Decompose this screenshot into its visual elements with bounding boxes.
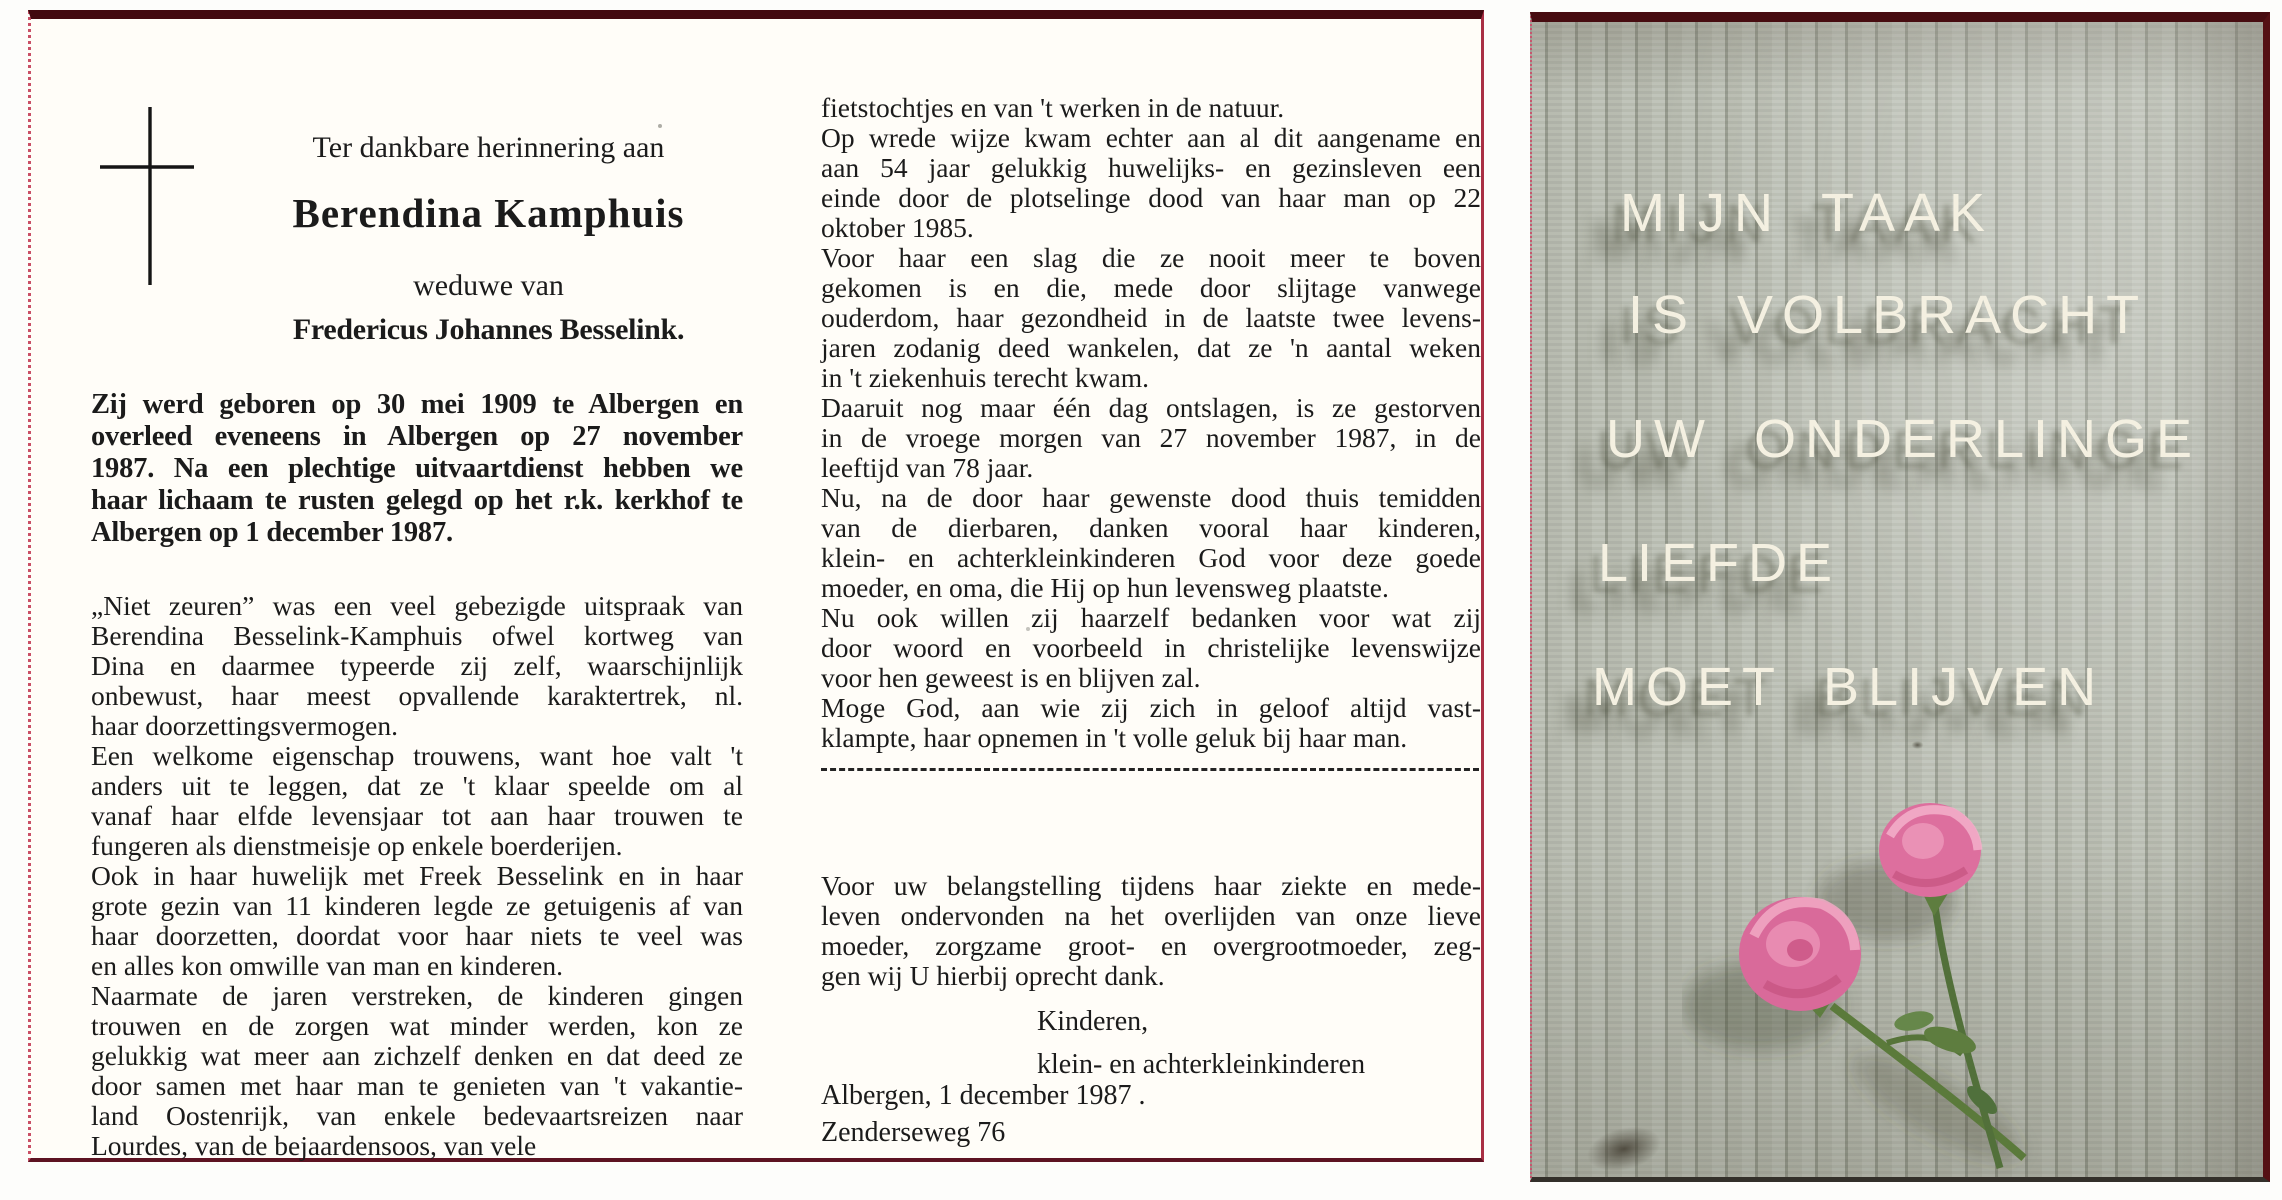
inscription-line-5: MOET BLIJVEN [1592,657,2106,717]
paragraph: Nu, na de door haar gewenste dood thuis temidden van de dierbaren, danken vooral haar kinderen, klein- en achterkleinkinderen God voor deze goede moeder, en oma, die Hij op hun levensweg plaatste. [821,482,1481,603]
signature-line-1: Kinderen, [1037,1006,1149,1037]
relation-label: weduwe van [413,269,564,302]
spouse-name: Fredericus Johannes Besselink. [292,313,685,346]
paragraph: Zij werd geboren op 30 mei 1909 te Albergen en overleed eveneens in Albergen op 27 november 1987. Na een plechtige uitvaartdienst hebben we haar lichaam te rusten gelegd op het r.k. kerkhof te Albergen op 1 december 1987. [91,389,743,548]
footer-block [821,1077,1146,1151]
paragraph: Op wrede wijze kwam echter aan al dit aangename en aan 54 jaar gelukkig huwelijks- en gezinsleven een einde door de plotselinge dood van haar man op 22 oktober 1985. [821,122,1481,243]
inscription-line-2: IS VOLBRACHT [1628,285,2149,345]
text-column-1 [91,389,743,1161]
paragraph: Daaruit nog maar één dag ontslagen, is ze gestorven in de vroege morgen van 27 november 1987, in de leeftijd van 78 jaar. [821,392,1481,483]
signature-line-2: klein- en achterkleinkinderen [1037,1049,1366,1080]
text-column-2 [821,93,1481,753]
pink-roses-image [1682,778,2092,1178]
right-card-photo [1530,12,2270,1182]
memorial-intro: Ter dankbare herinnering aan [312,131,665,164]
paragraph: fietstochtjes en van 't werken in de natuur. [821,92,1285,123]
left-card-page [28,10,1484,1162]
deceased-name: Berendina Kamphuis [292,190,685,236]
dashed-separator [821,768,1479,771]
paragraph: Voor haar een slag die ze nooit meer te boven gekomen is en die, mede door slijtage vanwege ouderdom, haar gezondheid in de laatste twee levens- jaren zodanig deed wankelen, dat ze 'n aantal weken in 't ziekenhuis terecht kwam. [821,242,1481,393]
paragraph: „Niet zeuren” was een veel gebezigde uitspraak van Berendina Besselink-Kamphuis ofwel kortweg van Dina en daarmee typeerde zij zelf, waarschijnlijk onbewust, haar meest opvallende karaktertrek, nl. haar doorzettingsvermogen. [91,590,743,741]
paragraph: Naarmate de jaren verstreken, de kinderen gingen trouwen en de zorgen wat minder werden, kon ze gelukkig wat meer aan zichzelf denken en dat deed ze door samen met haar man te genieten van 't vakantie- land Oostenrijk, van enkele bedevaartsreizen naar Lourdes, van de bejaardensoos, van vele [91,980,743,1161]
cross-icon [91,97,211,292]
paragraph: Nu ook willen zij haarzelf bedanken voor wat zij door woord en voorbeeld in christelijke levenswijze voor hen geweest is en blijven zal. [821,602,1481,693]
address-line: Zenderseweg 76 [821,1117,1006,1148]
stone-blotch [1567,1108,1682,1182]
stone-pit [1910,740,1925,750]
paragraph: Een welkome eigenschap trouwens, want hoe valt 't anders uit te leggen, dat ze 't klaar speelde om al vanaf haar elfde levensjaar tot aan haar trouwen te fungeren als dienstmeisje op enkele boerderijen. [91,740,743,861]
inscription-line-1: MIJN TAAK [1620,183,1995,243]
scan-speck [658,124,662,128]
inscription-line-3: UW ONDERLINGE [1606,409,2202,469]
paragraph: Ook in haar huwelijk met Freek Besselink en in haar grote gezin van 11 kinderen legde ze getuigenis af van haar doorzetten, doordat voor haar niets te veel was en alles kon omwille van man en kinderen. [91,860,743,981]
paragraph: Voor uw belangstelling tijdens haar ziekte en mede- leven ondervonden na het overlijden van onze lieve moeder, zorgzame groot- en overgrootmoeder, zeg- gen wij U hierbij oprecht dank. [821,870,1481,991]
paragraph: Moge God, aan wie zij zich in geloof altijd vast- klampte, haar opnemen in 't volle geluk bij haar man. [821,692,1481,753]
inscription-line-4: LIEFDE [1598,533,1842,593]
place-date-line: Albergen, 1 december 1987 . [821,1080,1146,1111]
scan-speck [1026,627,1030,631]
thanks-paragraph [821,871,1481,991]
